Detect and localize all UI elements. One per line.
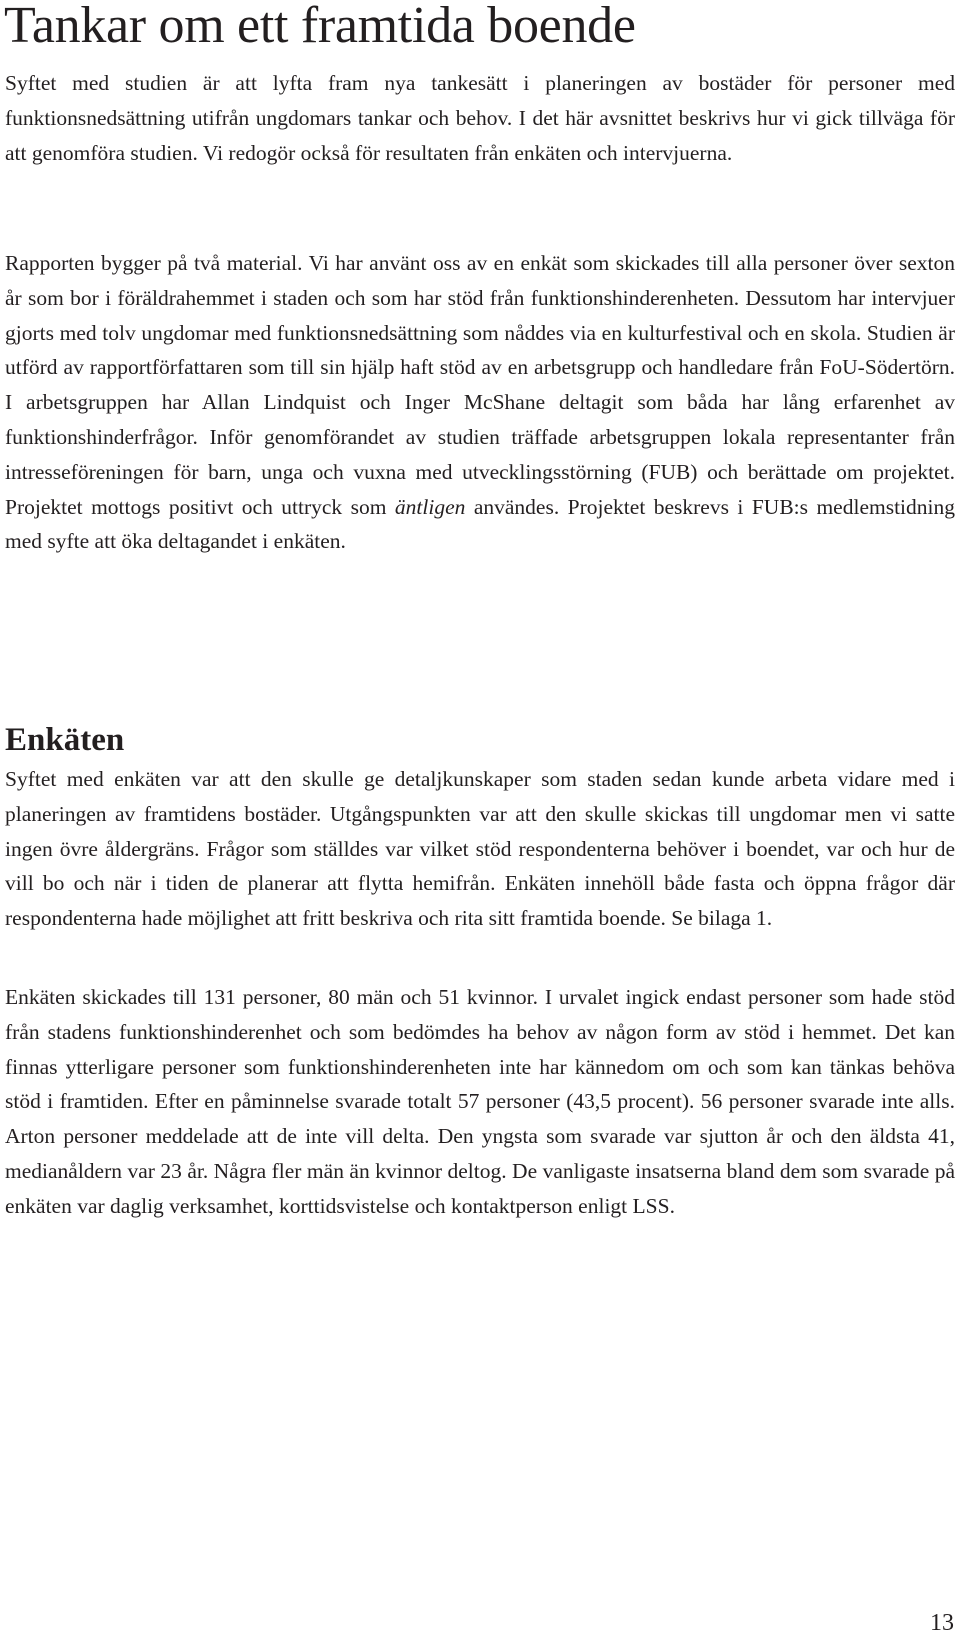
page-title: Tankar om ett framtida boende (4, 0, 636, 54)
page-number: 13 (930, 1610, 954, 1636)
material-text-start: Rapporten bygger på två material. Vi har använt oss av en enkät som skickades till alla personer över sexton år som bor i föräldrahemmet i staden och som har stöd från funktionshinderenheten. Dessutom har intervjuer gjorts med tolv ungdomar med funktionsnedsättning som nåddes via en kulturfestival och en skola. Studien är utförd av rapportförfattaren som till sin hjälp haft stöd av en arbetsgrupp och handledare från FoU-Södertörn. I arbetsgruppen har Allan Lindquist och Inger McShane deltagit som båda har lång erfarenhet av funktionshinderfrågor. Inför genomförandet av studien träffade arbetsgruppen lokala representanter från intresseföreningen för barn, unga och vuxna med utvecklingsstörning (FUB) och berättade om projektet. Projektet mottogs positivt och uttryck som (5, 251, 955, 519)
enkaten-paragraph-1-text: Syftet med enkäten var att den skulle ge detaljkunskaper som staden sedan kunde arbeta vidare med i planeringen av framtidens bostäder. Utgångspunkten var att den skulle skickas till ungdomar men vi satte ingen övre åldergräns. Frågor som ställdes var vilket stöd respondenterna behöver i boendet, var och hur de vill bo och när i tiden de planerar att flytta hemifrån. Enkäten innehöll både fasta och öppna frågor där respondenterna hade möjlighet att fritt beskriva och rita sitt framtida boende. Se bilaga 1. (5, 767, 955, 931)
intro-paragraph: Syftet med studien är att lyfta fram nya tankesätt i planeringen av bostäder för personer med funktionsnedsättning utifrån ungdomars tankar och behov. I det här avsnittet beskrivs hur vi gick tillväga för att genomföra studien. Vi redogör också för resultaten från enkäten och intervjuerna. (5, 71, 955, 165)
emphasized-word: äntligen (394, 494, 466, 519)
section-heading-enkaten: Enkäten (5, 722, 125, 758)
enkaten-paragraph-2: Enkäten skickades till 131 personer, 80 män och 51 kvinnor. I urvalet ingick endast personer som hade stöd från stadens funktionshinderenhet och som bedömdes ha behov av någon form av stöd i hemmet. Det kan finnas ytterligare personer som funktionshinderenheten inte har kännedom om och som kan tänkas behöva stöd i framtiden. Efter en påminnelse svarade totalt 57 personer (43,5 procent). 56 personer svarade inte alls. Arton personer meddelade att de inte vill delta. Den yngsta som svarade var sjutton år och den äldsta 41, medianåldern var 23 år. Några fler män än kvinnor deltog. De vanligaste insatserna bland dem som svarade på enkäten var daglig verksamhet, korttidsvistelse och kontaktperson enligt LSS. (5, 985, 955, 1218)
material-paragraph (5, 246, 955, 559)
material-text-end: användes. Projektet beskrevs i FUB:s medlemstidning med syfte att öka deltagandet i enkäten. (5, 494, 956, 554)
